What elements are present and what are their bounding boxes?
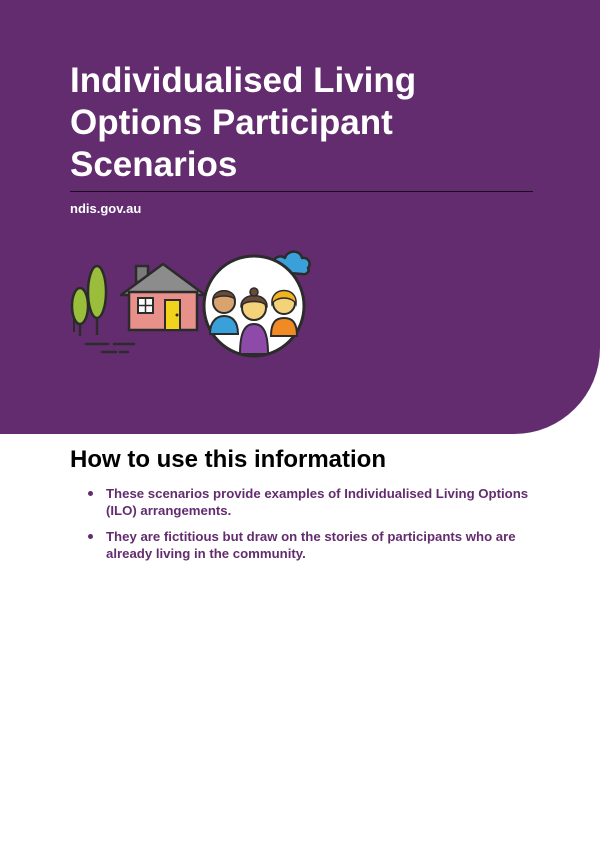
list-item-text: They are fictitious but draw on the stories of participants who are already living in the community.	[106, 529, 516, 561]
ground-lines	[86, 344, 134, 352]
house-icon	[121, 264, 205, 330]
bullet-icon	[88, 491, 93, 496]
title-divider	[70, 191, 533, 192]
tree-icon	[72, 266, 106, 336]
section-heading: How to use this information	[70, 446, 386, 473]
people-icon	[204, 256, 304, 356]
list-item-text: These scenarios provide examples of Individualised Living Options (ILO) arrangements.	[106, 486, 529, 518]
document-title: Individualised Living Options Participant Scenarios	[70, 61, 417, 184]
house-and-people-icon	[68, 240, 328, 365]
info-bullet-list	[85, 485, 545, 571]
website-url: ndis.gov.au	[70, 201, 142, 216]
bullet-icon	[88, 534, 93, 539]
list-item	[85, 528, 545, 562]
list-item	[85, 485, 545, 519]
